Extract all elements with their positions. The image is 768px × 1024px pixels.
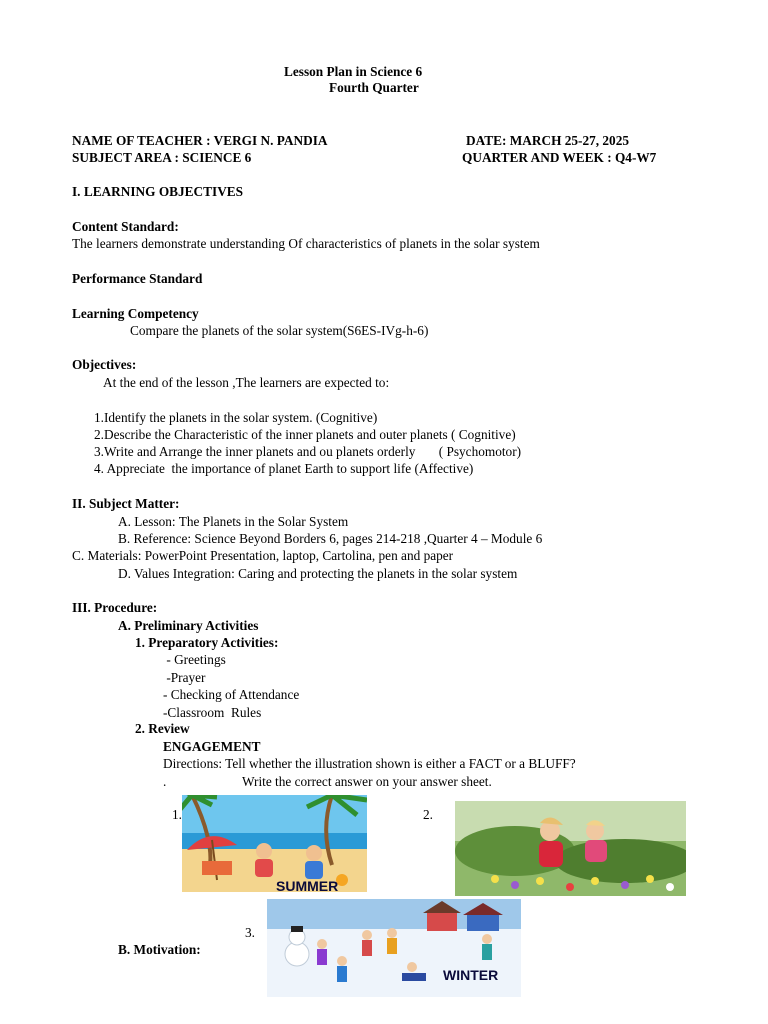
- lesson-date: DATE: MARCH 25-27, 2025: [466, 133, 629, 148]
- objective-item: 2.Describe the Characteristic of the inner planets and outer planets ( Cognitive): [94, 427, 516, 442]
- prep-item: - Checking of Attendance: [163, 687, 300, 702]
- winter-caption: WINTER: [443, 967, 499, 983]
- preparatory-activities: 1. Preparatory Activities:: [135, 635, 279, 650]
- subject-values: D. Values Integration: Caring and protecting the planets in the solar system: [118, 566, 518, 581]
- quarter-week: QUARTER AND WEEK : Q4-W7: [462, 150, 657, 165]
- section-learning-objectives: I. LEARNING OBJECTIVES: [72, 184, 244, 199]
- subject-lesson: A. Lesson: The Planets in the Solar System: [118, 514, 349, 529]
- prep-item: - Greetings: [163, 652, 226, 667]
- section-subject-matter: II. Subject Matter:: [72, 496, 180, 511]
- prep-item: -Classroom Rules: [163, 705, 262, 720]
- motivation-label: B. Motivation:: [118, 942, 201, 957]
- prep-item: -Prayer: [163, 670, 206, 685]
- spring-flowers-image: [455, 801, 686, 896]
- subject-reference: B. Reference: Science Beyond Borders 6, pages 214-218 ,Quarter 4 – Module 6: [118, 531, 543, 546]
- subject-area: SUBJECT AREA : SCIENCE 6: [72, 150, 252, 165]
- engagement-directions-2: Write the correct answer on your answer sheet.: [242, 774, 492, 789]
- directions-dot: .: [163, 774, 167, 789]
- objective-item: 4. Appreciate the importance of planet Earth to support life (Affective): [94, 461, 474, 476]
- engagement-label: ENGAGEMENT: [163, 739, 261, 754]
- summer-beach-image: [182, 795, 367, 892]
- learning-competency-text: Compare the planets of the solar system(S6ES-IVg-h-6): [130, 323, 429, 338]
- objective-item: 1.Identify the planets in the solar system. (Cognitive): [94, 410, 378, 425]
- content-standard-label: Content Standard:: [72, 219, 179, 234]
- engagement-directions: Directions: Tell whether the illustration shown is either a FACT or a BLUFF?: [163, 756, 576, 771]
- spring-children-flowers-illustration: [455, 801, 686, 896]
- lesson-plan-title: Lesson Plan in Science 6: [284, 64, 423, 79]
- learning-competency-label: Learning Competency: [72, 306, 199, 321]
- winter-snow-image: [267, 899, 521, 997]
- content-standard-text: The learners demonstrate understanding Of characteristics of planets in the solar system: [72, 236, 540, 251]
- performance-standard-label: Performance Standard: [72, 271, 203, 286]
- subject-materials: C. Materials: PowerPoint Presentation, laptop, Cartolina, pen and paper: [72, 548, 454, 563]
- teacher-name: NAME OF TEACHER : VERGI N. PANDIA: [72, 133, 328, 148]
- preliminary-activities: A. Preliminary Activities: [118, 618, 259, 633]
- objectives-intro: At the end of the lesson ,The learners are expected to:: [103, 375, 390, 390]
- item-number-3: 3.: [245, 925, 255, 940]
- section-procedure: III. Procedure:: [72, 600, 158, 615]
- item-number-1: 1.: [172, 807, 182, 822]
- item-number-2: 2.: [423, 807, 433, 822]
- summer-beach-illustration: [182, 795, 367, 892]
- review-label: 2. Review: [135, 721, 190, 736]
- summer-caption: SUMMER: [276, 878, 339, 892]
- objective-item: 3.Write and Arrange the inner planets and ou planets orderly ( Psychomotor): [94, 444, 522, 459]
- objectives-label: Objectives:: [72, 357, 137, 372]
- quarter-title: Fourth Quarter: [329, 80, 419, 95]
